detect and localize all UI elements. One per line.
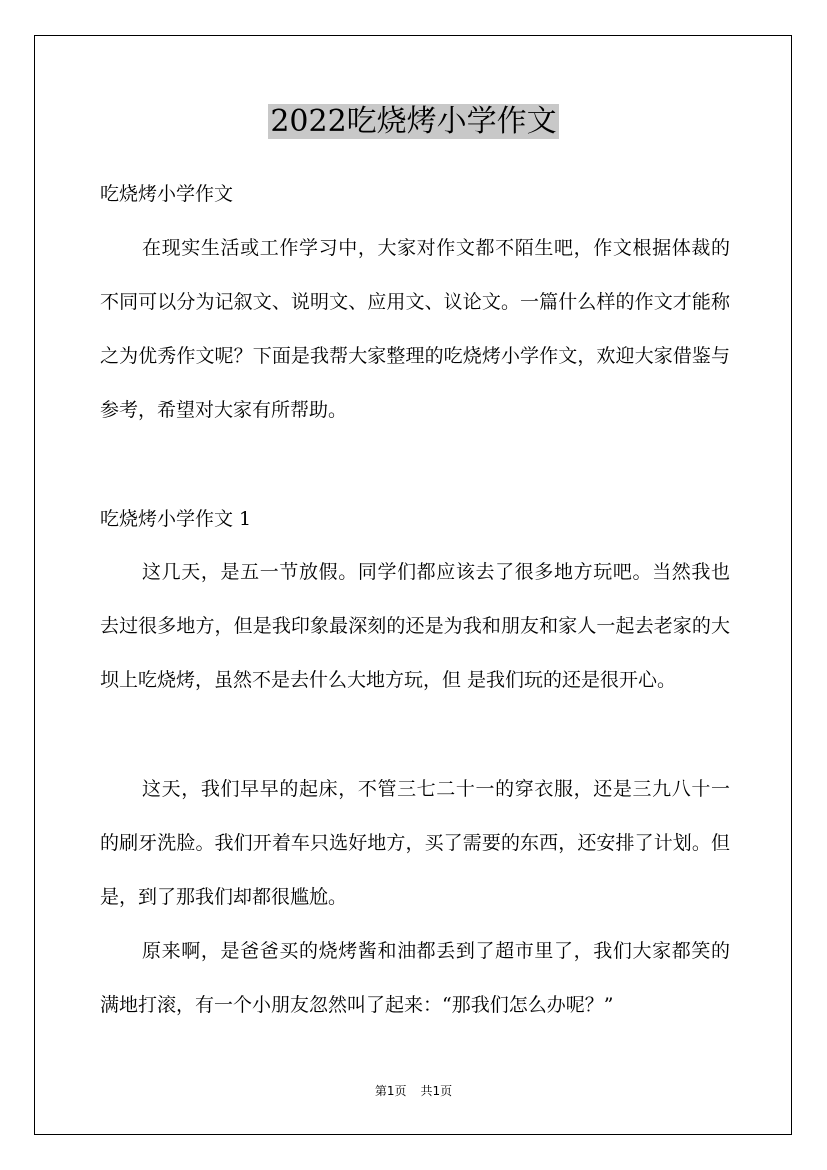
document-title: [0, 102, 827, 142]
paragraph-intro: 在现实生活或工作学习中，大家对作文都不陌生吧，作文根据体裁的不同可以分为记叙文、说明文、应用文、议论文。一篇什么样的作文才能称之为优秀作文呢？下面是我帮大家整理的吃烧烤小学作文，欢迎大家借鉴与参考，希望对大家有所帮助。: [100, 237, 730, 421]
paragraph-essay-1-p1: 这几天，是五一节放假。同学们都应该去了很多地方玩吧。当然我也去过很多地方，但是我印象最深刻的还是为我和朋友和家人一起去老家的大坝上吃烧烤，虽然不是去什么大地方玩，但 是我们玩的还是很开心。: [100, 561, 730, 691]
section-heading-essay-1: 吃烧烤小学作文 1: [100, 508, 252, 530]
page-number: 第1页: [374, 1084, 407, 1098]
paragraph-essay-1-p2: 这天，我们早早的起床，不管三七二十一的穿衣服，还是三九八十一的刷牙洗脸。我们开着车只选好地方，买了需要的东西，还安排了计划。但是，到了那我们却都很尴尬。: [100, 778, 730, 908]
paragraph-essay-1-p3: 原来啊，是爸爸买的烧烤酱和油都丢到了超市里了，我们大家都笑的满地打滚，有一个小朋友忽然叫了起来：“那我们怎么办呢？”: [100, 940, 730, 1016]
section-heading-intro: 吃烧烤小学作文: [100, 183, 234, 205]
page-total: 共1页: [420, 1084, 453, 1098]
document-title-text: 2022吃烧烤小学作文: [270, 104, 557, 139]
page-footer: [0, 1083, 827, 1099]
